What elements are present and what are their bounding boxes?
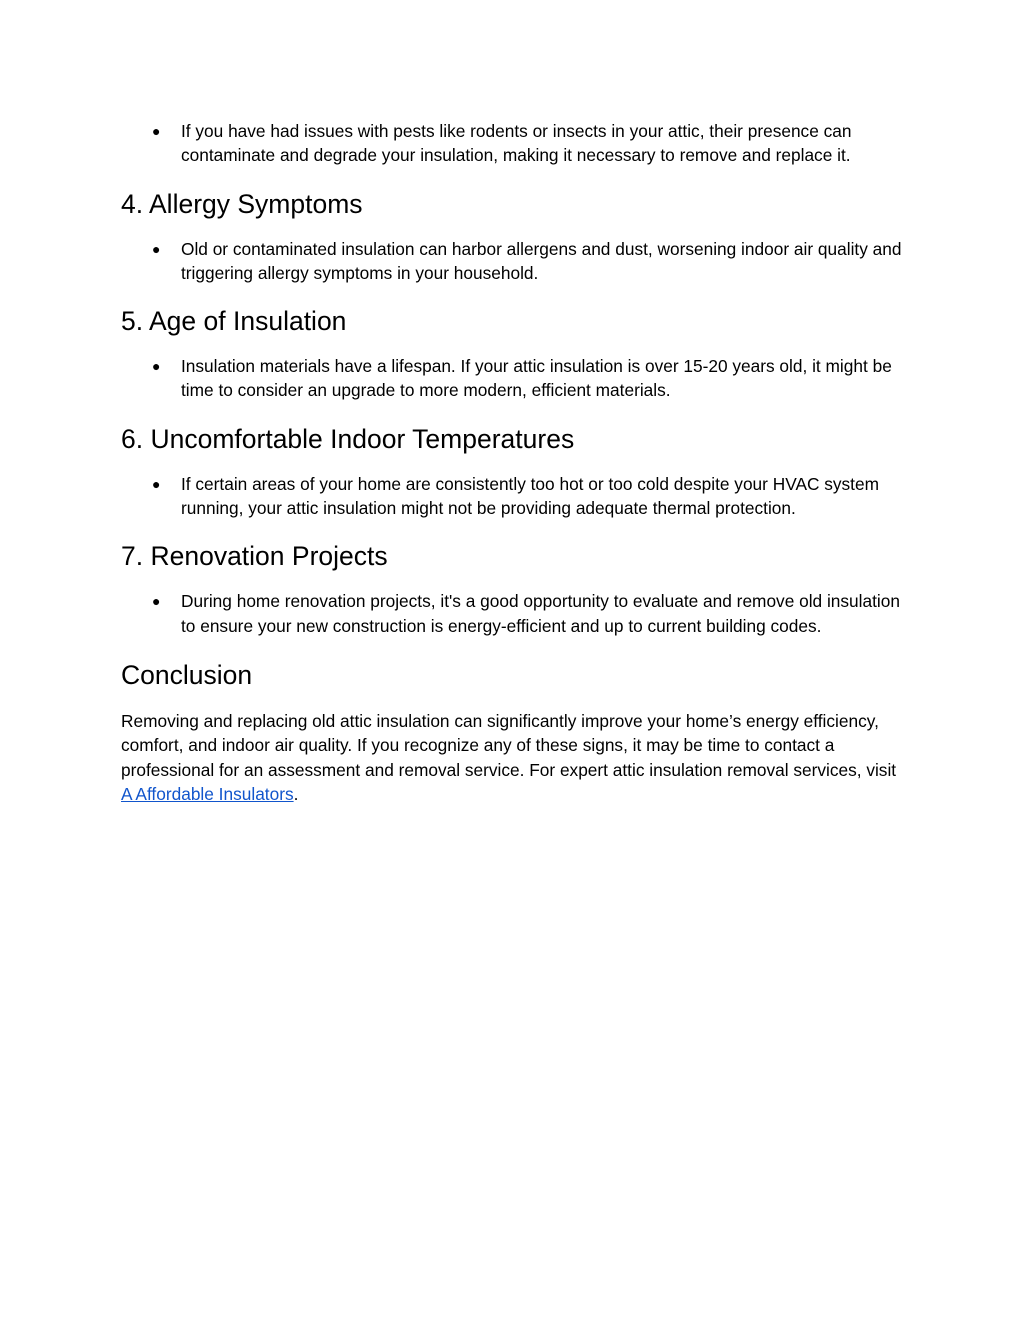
age-heading: 5. Age of Insulation	[121, 306, 347, 337]
allergy-bullet-text: Old or contaminated insulation can harbor allergens and dust, worsening indoor air quality and triggering allergy symptoms in your household.	[181, 238, 902, 283]
pests-bullet-text: If you have had issues with pests like rodents or insects in your attic, their presence can contaminate and degrade your insulation, making it necessary to remove and replace it.	[181, 121, 852, 166]
age-bullet-list	[121, 354, 911, 403]
temperatures-bullet-list	[121, 472, 911, 521]
temperatures-heading: 6. Uncomfortable Indoor Temperatures	[121, 423, 575, 454]
pests-bullet-list	[121, 119, 911, 168]
document-body	[121, 119, 911, 806]
temperatures-bullet-text: If certain areas of your home are consistently too hot or too cold despite your HVAC system running, your attic insulation might not be providing adequate thermal protection.	[181, 473, 879, 519]
conclusion-text: Removing and replacing old attic insulation can significantly improve your home’s energy efficiency, comfort, and indoor air quality. If you recognize any of these signs, it may be time to contact a professional for an assessment and removal service. For expert attic insulation removal services, visit	[121, 710, 897, 780]
conclusion-heading: Conclusion	[121, 659, 253, 690]
bullet-icon: ●	[152, 240, 161, 257]
renovation-bullet-text: During home renovation projects, it's a good opportunity to evaluate and remove old insulation to ensure your new construction is energy-efficient and up to current building codes.	[181, 591, 900, 636]
allergy-heading: 4. Allergy Symptoms	[121, 188, 363, 219]
affordable-insulators-link[interactable]: A Affordable Insulators	[121, 783, 294, 804]
conclusion-paragraph	[121, 709, 911, 806]
age-bullet-item	[121, 354, 911, 403]
pests-bullet-item	[121, 119, 911, 168]
bullet-icon: ●	[152, 358, 161, 375]
allergy-bullet-item	[121, 237, 911, 286]
bullet-icon: ●	[152, 593, 161, 610]
bullet-icon: ●	[152, 123, 161, 139]
allergy-bullet-list	[121, 237, 911, 286]
conclusion-text-end: .	[293, 783, 299, 804]
bullet-icon: ●	[152, 475, 161, 492]
age-bullet-text: Insulation materials have a lifespan. If your attic insulation is over 15-20 years old, it might be time to consider an upgrade to more modern, efficient materials.	[181, 356, 892, 401]
renovation-bullet-list	[121, 589, 911, 638]
temperatures-bullet-item	[121, 472, 911, 521]
renovation-bullet-item	[121, 589, 911, 638]
renovation-heading: 7. Renovation Projects	[121, 541, 388, 572]
